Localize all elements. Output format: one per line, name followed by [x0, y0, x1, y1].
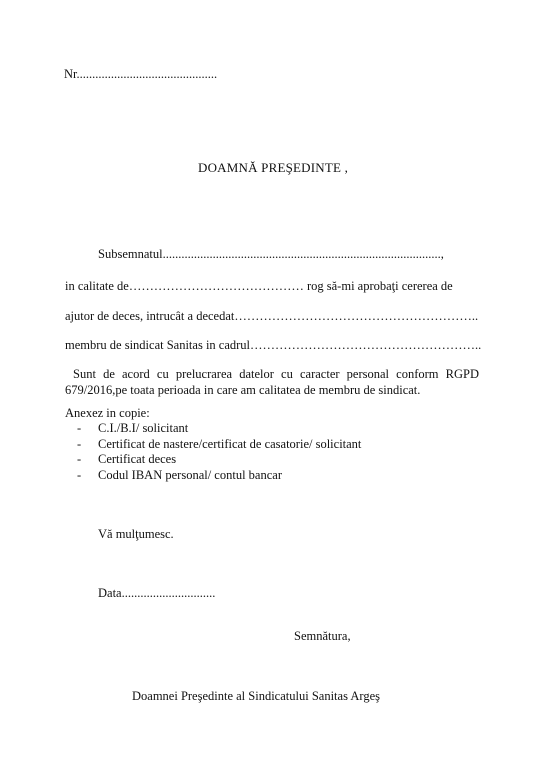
annex-list — [65, 421, 361, 483]
annex-item: - Certificat de nastere/certificat de casatorie/ solicitant — [77, 436, 362, 451]
line-membru-sindicat: membru de sindicat Sanitas in cadrul……………………………………………….. — [65, 338, 482, 352]
line-ajutor-deces: ajutor de deces, intrucât a decedat………………………………………………….. — [65, 309, 479, 323]
annex-item: - C.I./B.I/ solicitant — [77, 421, 189, 435]
line-calitate: in calitate de…………………………………… rog să-mi aprobaţi cererea de — [65, 279, 453, 293]
annex-item: - Codul IBAN personal/ contul bancar — [77, 467, 282, 482]
dash-bullet-icon: - — [77, 436, 82, 451]
signature-label: Semnătura, — [294, 629, 351, 643]
dash-bullet-icon: - — [77, 467, 82, 482]
annex-item: - Certificat deces — [77, 452, 177, 466]
date-line: Data.............................. — [98, 586, 216, 600]
dash-bullet-icon: - — [77, 452, 82, 466]
document-number-line: Nr............................................. — [64, 67, 218, 81]
consent-paragraph: Sunt de acord cu prelucrarea datelor cu caracter personal conform RGPD 679/2016,pe toata perioada in care am calitatea de membru de sindicat. — [65, 367, 479, 397]
line-subsemnatul: Subsemnatul........................................................................................., — [98, 247, 444, 261]
addressee-line: Doamnei Preşedinte al Sindicatului Sanitas Argeş — [132, 689, 380, 703]
salutation-heading: DOAMNĂ PREŞEDINTE , — [198, 160, 349, 175]
thanks-line: Vă mulţumesc. — [98, 527, 174, 541]
dash-bullet-icon: - — [77, 421, 82, 435]
annex-title: Anexez in copie: — [65, 406, 150, 420]
